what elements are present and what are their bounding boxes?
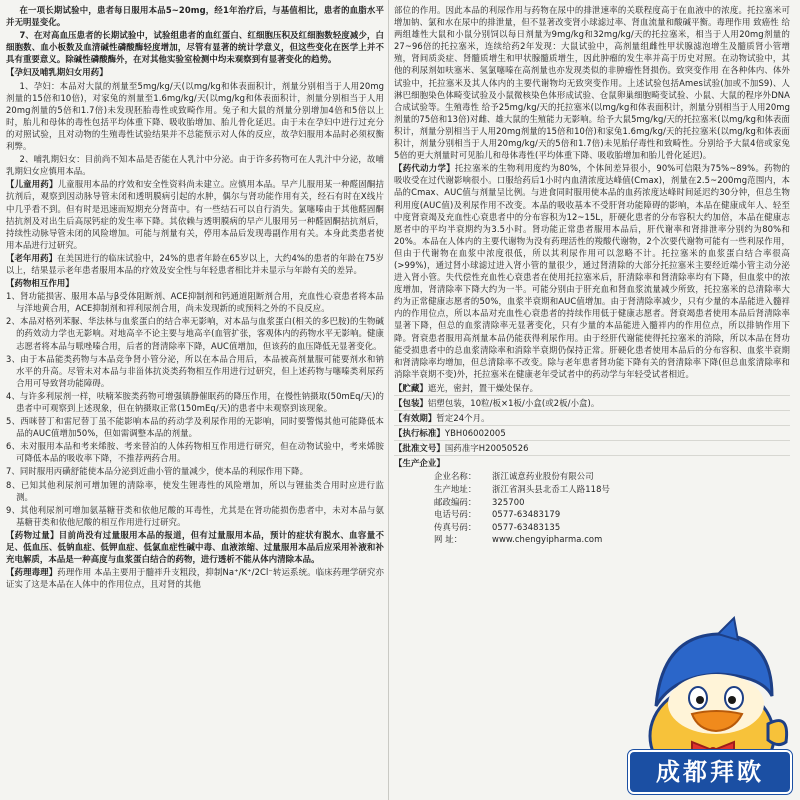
pharmacology-text: 药理作用 本品主要用于髓袢升支粗段，抑制Na⁺/K⁺/2Cl⁻转运系统。临床药理学研究亦证实了这是本品在人体中的作用位点，且对肾的其他 (6, 567, 384, 590)
website-key: 网 址： (434, 534, 463, 545)
company-name-value: 浙江诚意药业股份有限公司 (492, 471, 594, 482)
pregnancy-paragraph-2: 2、哺乳期妇女：目前尚不知本品是否能在人乳汁中分泌。由于许多药物可在人乳汁中分泌，故哺乳期妇女应慎用本品。 (6, 154, 384, 177)
brand-watermark: 成都拜欧 (628, 750, 792, 794)
overdose-text: 目前尚没有过量服用本品的报道，但有过量服用本品，预计的症状有脱水、血容量不足、低血压、低钠血症、低钾血症、低氯血症性碱中毒、血液浓缩、过量服用本品后应采用补液和补充电解质，本品是一种高度与血浆蛋白结合的药物，进行透析不能从体内清除本品。 (6, 529, 384, 565)
standard-title: 【执行标准】 (394, 428, 445, 439)
pregnancy-paragraph-1: 1、孕妇：本品对大鼠的剂量至5mg/kg/天(以mg/kg和体表面积计，剂量分别相当于人用20mg剂量的15倍和10倍)，对家兔的剂量至1.6mg/kg/天(以mg/kg和体表面积计，剂量分别相当于人用20mg剂量的5倍和1.7倍)未发现胚胎毒性或致畸作用。兔子和大鼠的剂量分别增加4倍和5倍以上时，胎儿和母体的毒性包括平均体重下降、吸收胎增加、胎儿骨化延迟。由于未在孕妇中进行过充分的对照试验，且对动物的生殖毒性试验结果并不总能预示对人体的反应，故孕妇服用本品时必须权衡利弊。 (6, 80, 384, 152)
list-item: 6、未对服用本品和考来烯胺、考来替泊的人体药物相互作用进行研究，但在动物试验中，考来烯胺可降低本品的吸收率下降，不推荐两药合用。 (6, 441, 384, 464)
fax-value: 0577-63483135 (492, 521, 561, 532)
standard-text: YBH06002005 (444, 428, 506, 439)
website-value: www.chengyipharma.com (492, 534, 603, 545)
approval-line (394, 441, 790, 456)
list-item: 9、其他利尿剂可增加氨基糖苷类和依他尼酸的耳毒性，尤其是在肾功能损伤患者中，未对本品与氨基糖苷类和依他尼酸的相互作用进行过研究。 (6, 504, 384, 527)
website-line (394, 533, 790, 546)
lab-findings-paragraph: 7、在对高血压患者的长期试验中，试验组患者的血红蛋白、红细胞压积及红细胞数轻度减少，白细胞数、血小板数及血清碱性磷酸酶轻度增加，尽管有显著的统计学意义，但这些变化在医学上并不具有重要意义。除碱性磷酸酶外，在对其他实验室检测中均未观察到有显著变化的趋势。 (6, 30, 384, 65)
overdose-section-title: 【药物过量】 (6, 529, 59, 540)
postcode-line (394, 496, 790, 509)
approval-text: 国药准字H20050526 (444, 443, 529, 454)
fax-key: 传真号码： (434, 521, 477, 532)
list-item: 3、由于本品能类药物与本品竞争肾小管分泌，所以在本品合用后，本品被高剂量服可能要剂水和钠水平的升高。尽管未对本品与非甾体抗炎类药物相互作用进行过研究，但上述药物与噻嗪类利尿药合用可导致肾功能障碍。 (6, 353, 384, 388)
fax-line (394, 521, 790, 534)
address-line (394, 483, 790, 496)
left-column (6, 4, 388, 800)
company-title: 【生产企业】 (394, 458, 445, 469)
company-name-key: 企业名称： (434, 471, 477, 482)
company-name-line (394, 470, 790, 483)
pharmacokinetics-section-title: 【药代动力学】 (394, 163, 455, 174)
address-key: 生产地址： (434, 484, 477, 495)
product-info-block (394, 381, 790, 471)
pregnancy-section-title: 【孕妇及哺乳期妇女用药】 (6, 67, 108, 78)
list-item: 1、肾功能损害、服用本品与β受体阻断剂、ACE抑制剂和钙通道阻断剂合用，充血性心衰患者将本品与洋地黄合用，ACE抑制剂和袢利尿剂合用，尚未发现新的或预料之外的不良反应。 (6, 291, 384, 314)
address-value: 浙江省洞头县北岙工人路118号 (492, 484, 610, 495)
storage-title: 【贮藏】 (394, 382, 428, 393)
phone-value: 0577-63483179 (492, 509, 561, 520)
validity-line (394, 411, 790, 426)
manufacturer-details (394, 470, 790, 546)
storage-text: 遮光，密封，置干燥处保存。 (427, 382, 539, 393)
list-item: 7、同时服用丙磺舒能使本品分泌到近曲小管的量减少，使本品的利尿作用下降。 (6, 466, 309, 477)
elderly-section (6, 252, 384, 276)
pediatric-section-title: 【儿童用药】 (6, 179, 58, 190)
list-item: 2、本品对格列苯脲、华法林与血浆蛋白的结合率无影响，对本品与血浆蛋白(相关的多巴胺)的生物碱的药效动力学也无影响。对地高辛不论主要与地高辛(血管扩张，客观体内的药物水平无影响。健康志愿者将本品与哌唑嗪合用，后者的肾清除率下降，AUC值增加，但该药的血压降低无显著变化。 (6, 316, 384, 351)
intro-paragraph: 在一项长期试验中，患者每日服用本品5~20mg，经1年治疗后，与基值相比，患者的血脂水平并无明显变化。 (6, 5, 384, 28)
column-divider (388, 0, 389, 800)
list-item: 8、已知其他利尿剂可增加锂的清除率，使发生锂毒性的风险增加，所以与锂盐类合用时应进行监测。 (6, 479, 384, 502)
elderly-section-title: 【老年用药】 (6, 252, 58, 263)
pediatric-section (6, 178, 384, 251)
pharmacokinetics-text: 托拉塞米的生物利用度约为80%，个体间差异很小，90%可信限为75%~89%。药物的吸收受在过代谢影响很小。口服给药后1小时内血清浓度达峰值(Cmax)，剂量在2.5~200mg范围内，本品的Cmax、AUC值与剂量呈比例。与进食同时服用使本品的血药浓度达峰时间延迟约30分钟，但总生物利用度(AUC值)及利尿作用不改变。本品的吸收基本不受肝肾功能障碍的影响，本品在健康成年人、轻至中度肾衰竭及充血性心衰患者中的分布容积为12~15L，肝硬化患者的分布容积大约加倍，本品在健康志愿者中的平均半衰期约为3.5小时。肾功能正常患者服用本品后，肝代谢率和肾排泄率分别约为80%和20%。本品在人体内的主要代谢物为没有药理活性的羧酸代谢物，2个次要代谢物可能有一些利尿作用，但由于代谢物在血浆中浓度很低，所以其利尿作用可以忽略不计。托拉塞米的血浆蛋白结合率很高(>99%)，通过肾小球滤过进入肾小管的量很少，通过肾清除的大部分托拉塞米主要经近端小管主动分泌进入肾小管。失代偿性充血性心衰患者在使用托拉塞米后，肝清除率和肾清除率均有下降，但血浆中的浓度增加，肾清除率下降大约为一半。可能分别由于肝充血和肾血浆流量减少所致，托拉塞米的总清除率大约为正常健康志愿者的50%，血浆半衰期和AUC值增加。由于肾清除率减少，只有少量的本品能进入髓袢内的作用位点，所以本品对充血性心衰患者的持续作用低于健康志愿者。肾衰竭患者使用本品后肾清除率显著下降，但总的血浆清除率无显著变化，只有少量的本品能进入髓袢内的作用位点，所以排钠作用下降。肾衰患者服用高剂量本品仍能获得利尿作用。由于经肝代谢能使得托拉塞米的消除，所以本品在肾功能受损患者中的总血浆清除率和消除半衰期仍保持正常。肝硬化患者使用本品后的分布容积、血浆半衰期和肾清除率均增加，但总清除率不改变。除与老年患者肾功能下降有关的肾清除率下降(但总血浆清除率和消除半衰期不变)外，托拉塞米在健康老年受试者中的药动学与年轻受试者相近。 (394, 163, 790, 379)
pharmacology-section-title: 【药理毒理】 (6, 567, 58, 578)
validity-title: 【有效期】 (394, 413, 437, 424)
standard-line (394, 426, 790, 441)
company-title-line (394, 456, 790, 470)
package-title: 【包装】 (394, 398, 428, 408)
storage-line (394, 381, 790, 396)
approval-title: 【批准文号】 (394, 443, 445, 454)
package-text: 铝塑包装，10粒/板×1板/小盒(或2板/小盒)。 (427, 398, 600, 408)
validity-text: 暂定24个月。 (436, 413, 490, 424)
list-item: 5、西咪替丁和雷尼替丁虽不能影响本品的药动学及利尿作用的无影响，同时要警惕其他可能降低本品的AUC值增加50%，但如需调整本品的剂量。 (6, 416, 384, 439)
phone-key: 电话号码： (434, 509, 477, 520)
interaction-section-title: 【药物相互作用】 (6, 278, 74, 289)
postcode-value: 325700 (492, 496, 525, 507)
interaction-list (6, 290, 384, 528)
package-line (394, 396, 790, 411)
pharmacokinetics-section (394, 162, 790, 380)
elderly-text: 在美国进行的临床试验中，24%的患者年龄在65岁以上，大约4%的患者的年龄在75岁以上，结果显示老年患者服用本品的疗效及安全性与年轻患者相比并未显示与年龄有关的差异。 (6, 252, 384, 275)
pharmacology-section (6, 566, 384, 590)
toxicology-continued-text: 部位的作用。因此本品的利尿作用与药物在尿中的排泄速率的关联程度高于在血液中的浓度。托拉塞米可增加钠、氯和水在尿中的排泄量，但不显著改变肾小球滤过率、肾血流量和酸碱平衡。毒理作用 致癌性 给两组雄性大鼠和小鼠分别饲以每日剂量为9mg/kg和32mg/kg/天的托拉塞米，相当于人用20mg剂量的27~96倍的托拉塞米，连续给药2年发现：大鼠试验中，高剂量组雌性甲状腺滤泡增生及髓质肾小管增殖，肾间质炎症、肾髓质增生和甲状腺髓质增生，因此肿瘤的发生率并高于历史对照。在动物试验中，其他的利尿剂如呋塞米、氢氯噻嗪在高剂量也亦发现类似的非肿瘤性肾损伤。致突变作用 在各种体内、体外试验中，托拉塞米及其人体内的主要代谢物均无致突变作用。上述试验包括Ames试验(加或不加S9)、人淋巴细胞染色体畸变试验及小鼠微核染色体形成试验、仓鼠卵巢细胞畸变试验、小鼠、大鼠的程序外DNA合成试验等。生殖毒性 给予25mg/kg/天的托拉塞米(以mg/kg和体表面积计，剂量分别相当于人用20mg剂量的75倍和13倍)对雌、雄大鼠的生殖能力无影响。给予大鼠5mg/kg/天的托拉塞米(以mg/kg和体表面积计，剂量分别相当于人用20mg剂量的15倍和10倍)和家兔1.6mg/kg/天的托拉塞米(以mg/kg和体表面积计，剂量分别相当于人用20mg/kg/天的5倍和1.7倍)未见胎仔毒性和致畸性。分别给予大鼠4倍或家兔5倍的更大剂量时可见胎儿和母体毒性(平均体重下降、吸收胎增加和胎儿骨化延迟)。 (394, 5, 790, 161)
pediatric-text: 儿童服用本品的疗效和安全性资料尚未建立。应慎用本品。早产儿服用某一种醛固酮拮抗剂后，观察到因动脉导管未闭和透明膜病引起的水肿，偶尔与肾功能作用有关，经石有时在X线片中几乎看不到。但有时是迅速而短期充分肾苗中。有一些结石可以自行消失。氯噻嗪由于其他醛固酮拮抗剂及对出生后高尿钙症的发生率下降。其依赖与透明膜病的早产儿服用另一种醛固酮拮抗剂后，持续性动脉导管未闭的风险增加。可能与剂量有关，停用本品后发现毒副作用有关。本身此类患者使用本品进行过研究。 (6, 179, 384, 250)
phone-line (394, 508, 790, 521)
postcode-key: 邮政编码： (434, 496, 477, 507)
list-item: 4、与许多利尿剂一样，呋喃苯胺类药物可增强镇静催眠药的降压作用，在慢性钠摄取(50mEq/天)的患者中可观察到上述现象，但在钠摄取正常(150mEq/天)的患者中未观察到该现象。 (6, 390, 384, 413)
overdose-section (6, 529, 384, 565)
